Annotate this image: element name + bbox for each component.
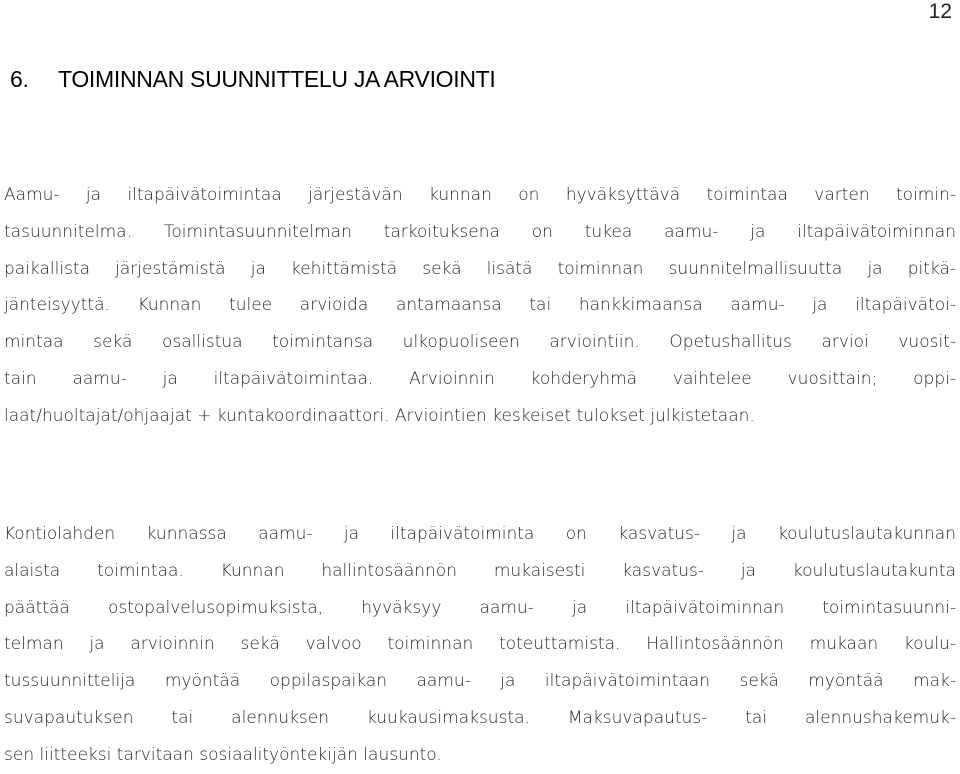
paragraph-evaluation bbox=[4, 177, 956, 435]
paragraph-line: tussuunnittelija myöntää oppilaspaikan aamu- ja iltapäivätoimintaan sekä myöntää mak- bbox=[4, 671, 956, 692]
paragraph-line: laat/huoltajat/ohjaajat + kuntakoordinaattori. Arviointien keskeiset tulokset julkistetaan. bbox=[4, 405, 755, 426]
paragraph-line: paikallista järjestämistä ja kehittämistä sekä lisätä toiminnan suunnitelmallisuutta ja pitkä- bbox=[4, 258, 956, 279]
section-heading bbox=[10, 64, 496, 94]
paragraph-line: suvapautuksen tai alennuksen kuukausimaksusta. Maksuvapautus- tai alennushakemuk- bbox=[4, 707, 956, 728]
paragraph-line: Aamu- ja iltapäivätoimintaa järjestävän kunnan on hyväksyttävä toimintaa varten toimin- bbox=[4, 185, 956, 205]
paragraph-line: Kontiolahden kunnassa aamu- ja iltapäivätoiminta on kasvatus- ja koulutuslautakunnan bbox=[4, 524, 956, 544]
page-number: 12 bbox=[928, 0, 952, 23]
paragraph-line: jänteisyyttä. Kunnan tulee arvioida antamaansa tai hankkimaansa aamu- ja iltapäivätoi- bbox=[4, 295, 956, 316]
paragraph-line: alaista toimintaa. Kunnan hallintosäännön mukaisesti kasvatus- ja koulutuslautakunta bbox=[4, 560, 956, 581]
paragraph-line: tain aamu- ja iltapäivätoimintaa. Arvioinnin kohderyhmä vaihtelee vuosittain; oppi- bbox=[4, 368, 956, 389]
paragraph-line: päättää ostopalvelusopimuksista, hyväksyy aamu- ja iltapäivätoiminnan toimintasuunni- bbox=[4, 597, 956, 618]
paragraph-line: mintaa sekä osallistua toimintansa ulkopuoliseen arviointiin. Opetushallitus arvioi vuosit- bbox=[4, 332, 956, 353]
section-title: TOIMINNAN SUUNNITTELU JA ARVIOINTI bbox=[58, 66, 496, 92]
paragraph-line: tasuunnitelma. Toimintasuunnitelman tarkoituksena on tukea aamu- ja iltapäivätoiminnan bbox=[4, 221, 956, 242]
paragraph-line: sen liitteeksi tarvitaan sosiaalityöntekijän lausunto. bbox=[4, 744, 442, 765]
paragraph-line: telman ja arvioinnin sekä valvoo toiminnan toteuttamista. Hallintosäännön mukaan koulu- bbox=[4, 634, 956, 655]
paragraph-administration bbox=[4, 516, 956, 774]
section-number: 6. bbox=[10, 66, 29, 92]
